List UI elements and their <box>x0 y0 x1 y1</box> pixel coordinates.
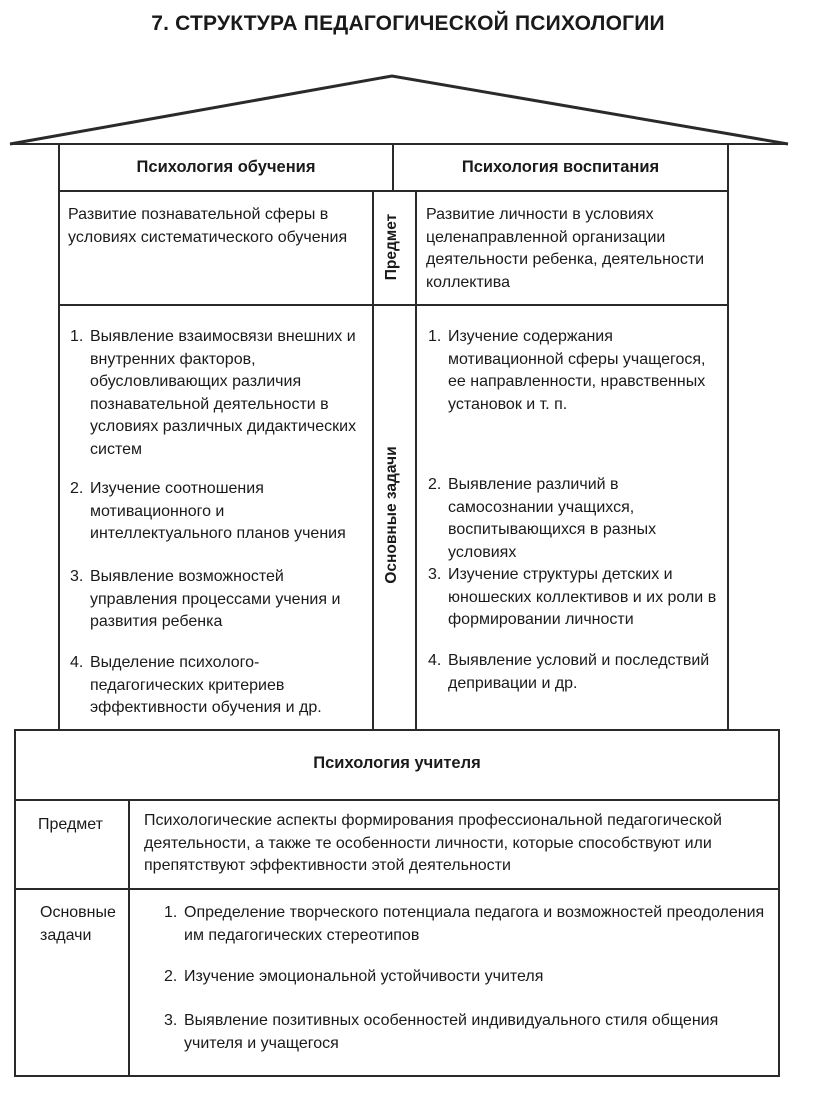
learning-psychology-header: Психология обучения <box>136 158 316 176</box>
learning-task-4: 4. Выделение психолого-педагогических критериев эффективности обучения и др. <box>70 654 322 716</box>
learning-task-1: 1. Выявление взаимосвязи внешних и внутренних факторов, обусловливающих различия познавательной деятельности в условиях различных дидактических систем <box>70 328 357 458</box>
page-title: 7. СТРУКТУРА ПЕДАГОГИЧЕСКОЙ ПСИХОЛОГИИ <box>151 12 665 35</box>
upbringing-psychology-header: Психология воспитания <box>461 158 660 176</box>
teacher-psychology-header: Психология учителя <box>313 754 481 772</box>
teacher-task-3: 3. Выявление позитивных особенностей индивидуального стиля общения учителя и учащегося <box>164 1012 719 1052</box>
tasks-vertical-label: Основные задачи <box>383 446 400 584</box>
subject-vertical-label: Предмет <box>383 213 400 281</box>
learning-subject-text: Развитие познавательной сферы в условиях систематического обучения <box>68 206 348 246</box>
upbringing-subject-text: Развитие личности в условиях целенаправленной организации деятельности ребенка, деятельности коллектива <box>426 206 705 291</box>
upbringing-task-3: 3. Изучение структуры детских и юношеских коллективов и их роли в формировании личности <box>428 566 717 628</box>
teacher-subject-label: Предмет <box>38 816 103 833</box>
teacher-task-1: 1. Определение творческого потенциала педагога и возможностей преодоления им педагогических стереотипов <box>164 904 765 944</box>
upbringing-task-1: 1. Изучение содержания мотивационной сферы учащегося, ее направленности, нравственных установок и т. п. <box>428 328 706 413</box>
teacher-subject-text: Психологические аспекты формирования профессиональной педагогической деятельности, а также те особенности личности, которые способствуют или препятствуют эффективности этой деятельности <box>144 812 722 874</box>
upbringing-task-2: 2. Выявление различий в самосознании учащихся, воспитывающихся в разных условиях <box>428 476 657 561</box>
learning-task-3: 3. Выявление возможностей управления процессами учения и развития ребенка <box>70 568 341 630</box>
teacher-task-2: 2. Изучение эмоциональной устойчивости учителя <box>164 968 544 985</box>
roof-shape <box>0 0 816 160</box>
learning-task-2: 2. Изучение соотношения мотивационного и интеллектуального планов учения <box>70 480 346 542</box>
teacher-tasks-label: Основные задачи <box>40 904 116 944</box>
roof-outline <box>10 76 788 144</box>
upbringing-task-4: 4. Выявление условий и последствий депривации и др. <box>428 652 710 692</box>
